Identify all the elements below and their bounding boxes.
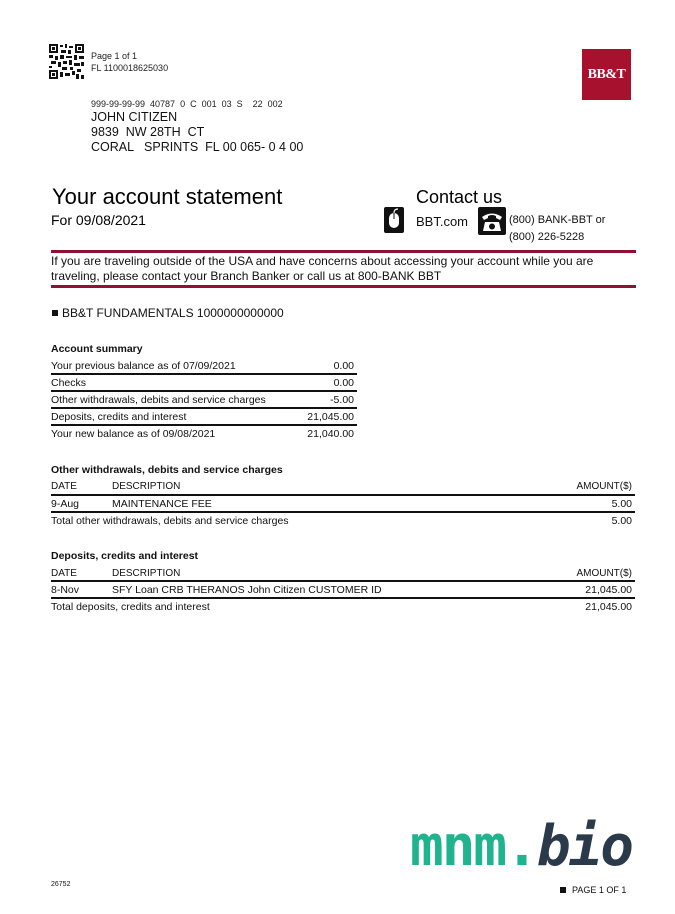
- withdrawals-header-divider: [51, 494, 635, 496]
- notice-top-divider: [51, 250, 636, 253]
- summary-row-label: Your previous balance as of 07/09/2021: [51, 360, 236, 372]
- summary-row-label: Other withdrawals, debits and service charges: [51, 394, 266, 406]
- logo-text: BB&T: [587, 66, 626, 82]
- deposit-row-amount: 21,045.00: [585, 584, 632, 596]
- phone-line-2: (800) 226-5228: [509, 231, 585, 243]
- withdrawals-total-value: 5.00: [611, 515, 632, 527]
- withdrawal-row-date: 9-Aug: [51, 498, 80, 510]
- deposits-col-description: DESCRIPTION: [112, 568, 181, 579]
- mouse-icon: [384, 207, 404, 233]
- deposits-total-divider: [51, 597, 635, 599]
- summary-row-value: -5.00: [330, 394, 354, 406]
- notice-line-1: If you are traveling outside of the USA and have concerns about accessing your account while you are: [51, 254, 594, 268]
- summary-row-label: Your new balance as of 09/08/2021: [51, 428, 216, 440]
- summary-divider: [51, 407, 357, 409]
- form-code: 26752: [51, 881, 71, 888]
- withdrawals-col-amount: AMOUNT($): [576, 481, 632, 492]
- watermark-part-1: mnm.: [410, 814, 537, 879]
- summary-row-value: 21,045.00: [307, 411, 354, 423]
- statement-title: Your account statement: [52, 184, 283, 209]
- page-of-label: Page 1 of 1: [91, 51, 138, 61]
- notice-bottom-divider: [51, 285, 636, 288]
- withdrawal-row-amount: 5.00: [611, 498, 632, 510]
- deposit-row-description: SFY Loan CRB THERANOS John Citizen CUSTOMER ID: [112, 584, 382, 596]
- summary-row-value: 21,040.00: [307, 428, 354, 440]
- summary-row-label: Checks: [51, 377, 87, 389]
- notice-line-2: traveling, please contact your Branch Banker or call us at 800-BANK BBT: [51, 269, 442, 283]
- mailing-code-line: 999-99-99-99 40787 0 C 001 03 S 22 002: [91, 99, 283, 109]
- deposits-header-divider: [51, 580, 635, 582]
- withdrawals-heading: Other withdrawals, debits and service charges: [51, 464, 283, 476]
- doc-reference: FL 1100018625030: [91, 63, 169, 73]
- withdrawals-col-description: DESCRIPTION: [112, 481, 181, 492]
- phone-line-1: (800) BANK-BBT or: [509, 214, 606, 226]
- deposits-heading: Deposits, credits and interest: [51, 550, 199, 562]
- phone-icon: [478, 207, 506, 235]
- phone-icon-graphic: [478, 207, 506, 235]
- summary-row-value: 0.00: [333, 377, 354, 389]
- withdrawals-col-date: DATE: [51, 481, 77, 492]
- deposits-col-date: DATE: [51, 568, 77, 579]
- deposits-total-value: 21,045.00: [585, 601, 632, 613]
- bullet-square-icon: [52, 310, 58, 316]
- summary-divider: [51, 390, 357, 392]
- bbt-logo: [582, 49, 631, 100]
- recipient-city: CORAL SPRINTS FL 00 065- 0 4 00: [91, 140, 304, 154]
- statement-date: For 09/08/2021: [51, 212, 146, 228]
- summary-divider: [51, 373, 357, 375]
- qr-code-icon: [49, 44, 84, 79]
- summary-heading: Account summary: [51, 343, 143, 355]
- summary-divider: [51, 424, 357, 426]
- account-name: BB&T FUNDAMENTALS 1000000000000: [62, 306, 284, 320]
- watermark: [410, 815, 632, 879]
- watermark-part-2: bio: [536, 814, 633, 879]
- summary-row-value: 0.00: [333, 360, 354, 372]
- recipient-name: JOHN CITIZEN: [91, 110, 178, 124]
- contact-title: Contact us: [416, 187, 503, 207]
- deposits-total-label: Total deposits, credits and interest: [51, 601, 210, 613]
- recipient-street: 9839 NW 28TH CT: [91, 125, 205, 139]
- mouse-icon-graphic: [384, 207, 404, 233]
- deposit-row-date: 8-Nov: [51, 584, 80, 596]
- withdrawals-total-divider: [51, 511, 635, 513]
- page-bullet-icon: [560, 887, 566, 893]
- summary-row-label: Deposits, credits and interest: [51, 411, 187, 423]
- bank-website-link[interactable]: BBT.com: [416, 214, 469, 229]
- page-footer-label: PAGE 1 OF 1: [572, 885, 627, 895]
- withdrawals-total-label: Total other withdrawals, debits and service charges: [51, 515, 289, 527]
- withdrawal-row-description: MAINTENANCE FEE: [112, 498, 212, 510]
- deposits-col-amount: AMOUNT($): [576, 568, 632, 579]
